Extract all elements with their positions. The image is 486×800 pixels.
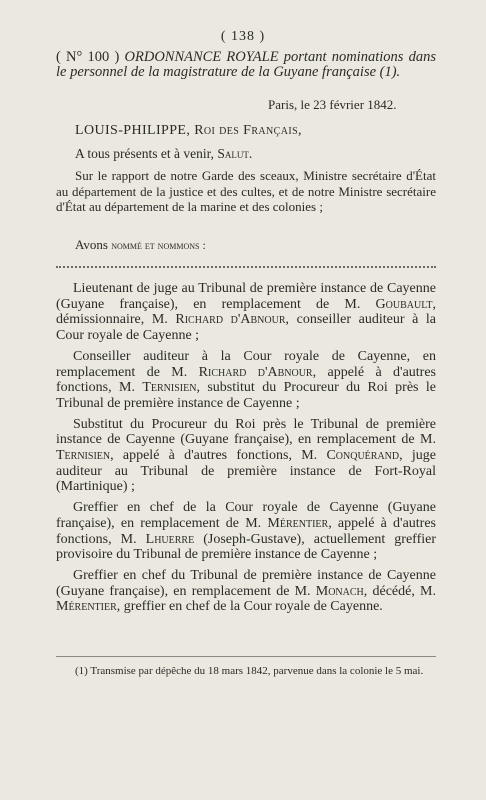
king-name: LOUIS-PHILIPPE, [75, 123, 191, 138]
person-name: Richard d'Abnour [198, 364, 313, 380]
ordinance-title-text: ORDONNANCE ROYALE portant nominations dans le personnel de la magistrature de la Guyane française (1). [56, 49, 436, 80]
appointment-text: , appelé à d'autres fonctions, M. [56, 364, 437, 396]
decree-formula-text: Avons [75, 237, 108, 252]
person-name: Ternisien [142, 380, 197, 396]
dateline: Paris, le 23 février 1842. [268, 97, 397, 112]
salut-word: Salut. [217, 146, 253, 161]
person-name: Richard d'Abnour [175, 312, 286, 328]
person-name: Conquérand [326, 448, 400, 464]
salutation [75, 146, 252, 162]
appointment-item [56, 349, 436, 412]
footnote: (1) Transmise par dépêche du 18 mars 1842, parvenue dans la colonie le 5 mai. [75, 665, 424, 677]
appointment-item [56, 417, 436, 496]
page-number: ( 138 ) [220, 29, 266, 44]
appointment-item [56, 281, 436, 344]
appointment-text: , juge auditeur au Tribunal de première instance de Fort-Royal (Martinique) ; [56, 448, 436, 495]
appointment-item [56, 568, 436, 615]
appointment-text: , appelé à d'autres fonctions, M. [56, 515, 437, 547]
king-heading [75, 123, 302, 139]
preamble: Sur le rapport de notre Garde des sceaux, Ministre secrétaire d'État au département de la justice et des cultes, et de notre Ministre secrétaire d'État au département de la marine et des colonies ; [56, 168, 436, 214]
appointment-text: Conseiller auditeur à la Cour royale de Cayenne, en remplacement de M. [56, 348, 436, 380]
appointment-text: , substitut du Procureur du Roi près le Tribunal de première instance de Cayenne ; [56, 380, 436, 411]
appointment-text: Substitut du Procureur du Roi près le Tribunal de première instance de Cayenne (Guyane française), en remplacement de M. [56, 416, 436, 448]
decree-formula-sc: nommé et nommons : [111, 238, 206, 252]
king-title: Roi des Français, [194, 123, 302, 138]
appointment-text: , démissionnaire, M. [56, 296, 437, 328]
appointment-item [56, 500, 436, 563]
person-name: Goubault [375, 296, 433, 312]
appointment-text: Lieutenant de juge au Tribunal de première instance de Cayenne (Guyane française), en remplacement de M. [56, 281, 436, 312]
footnote-rule [56, 656, 436, 657]
person-name: Lhuerre [145, 531, 195, 547]
ordinance-number: ( N° 100 ) [56, 49, 120, 65]
appointment-text: Greffier en chef de la Cour royale de Cayenne (Guyane française), en remplacement de M. [56, 500, 436, 531]
person-name: Mérentier [56, 599, 117, 615]
person-name: Mérentier [267, 515, 329, 531]
appointment-text: , décédé, M. [363, 583, 436, 599]
decree-formula [75, 237, 206, 253]
person-name: Monach [315, 583, 364, 599]
appointments-list [56, 281, 436, 620]
dotted-separator [56, 258, 436, 268]
appointment-text: , appelé à d'autres fonctions, M. [110, 448, 318, 464]
ordinance-title [56, 50, 436, 80]
appointment-text: , greffier en chef de la Cour royale de Cayenne. [116, 599, 383, 615]
appointment-text: , conseiller auditeur à la Cour royale de Cayenne ; [56, 312, 436, 344]
appointment-text: (Joseph-Gustave), actuellement greffier provisoire du Tribunal de première instance de Cayenne ; [56, 531, 437, 563]
salutation-text: A tous présents et à venir, [75, 146, 214, 161]
person-name: Ternisien [56, 448, 111, 464]
appointment-text: Greffier en chef du Tribunal de première instance de Cayenne (Guyane française), en remplacement de M. [56, 567, 436, 599]
